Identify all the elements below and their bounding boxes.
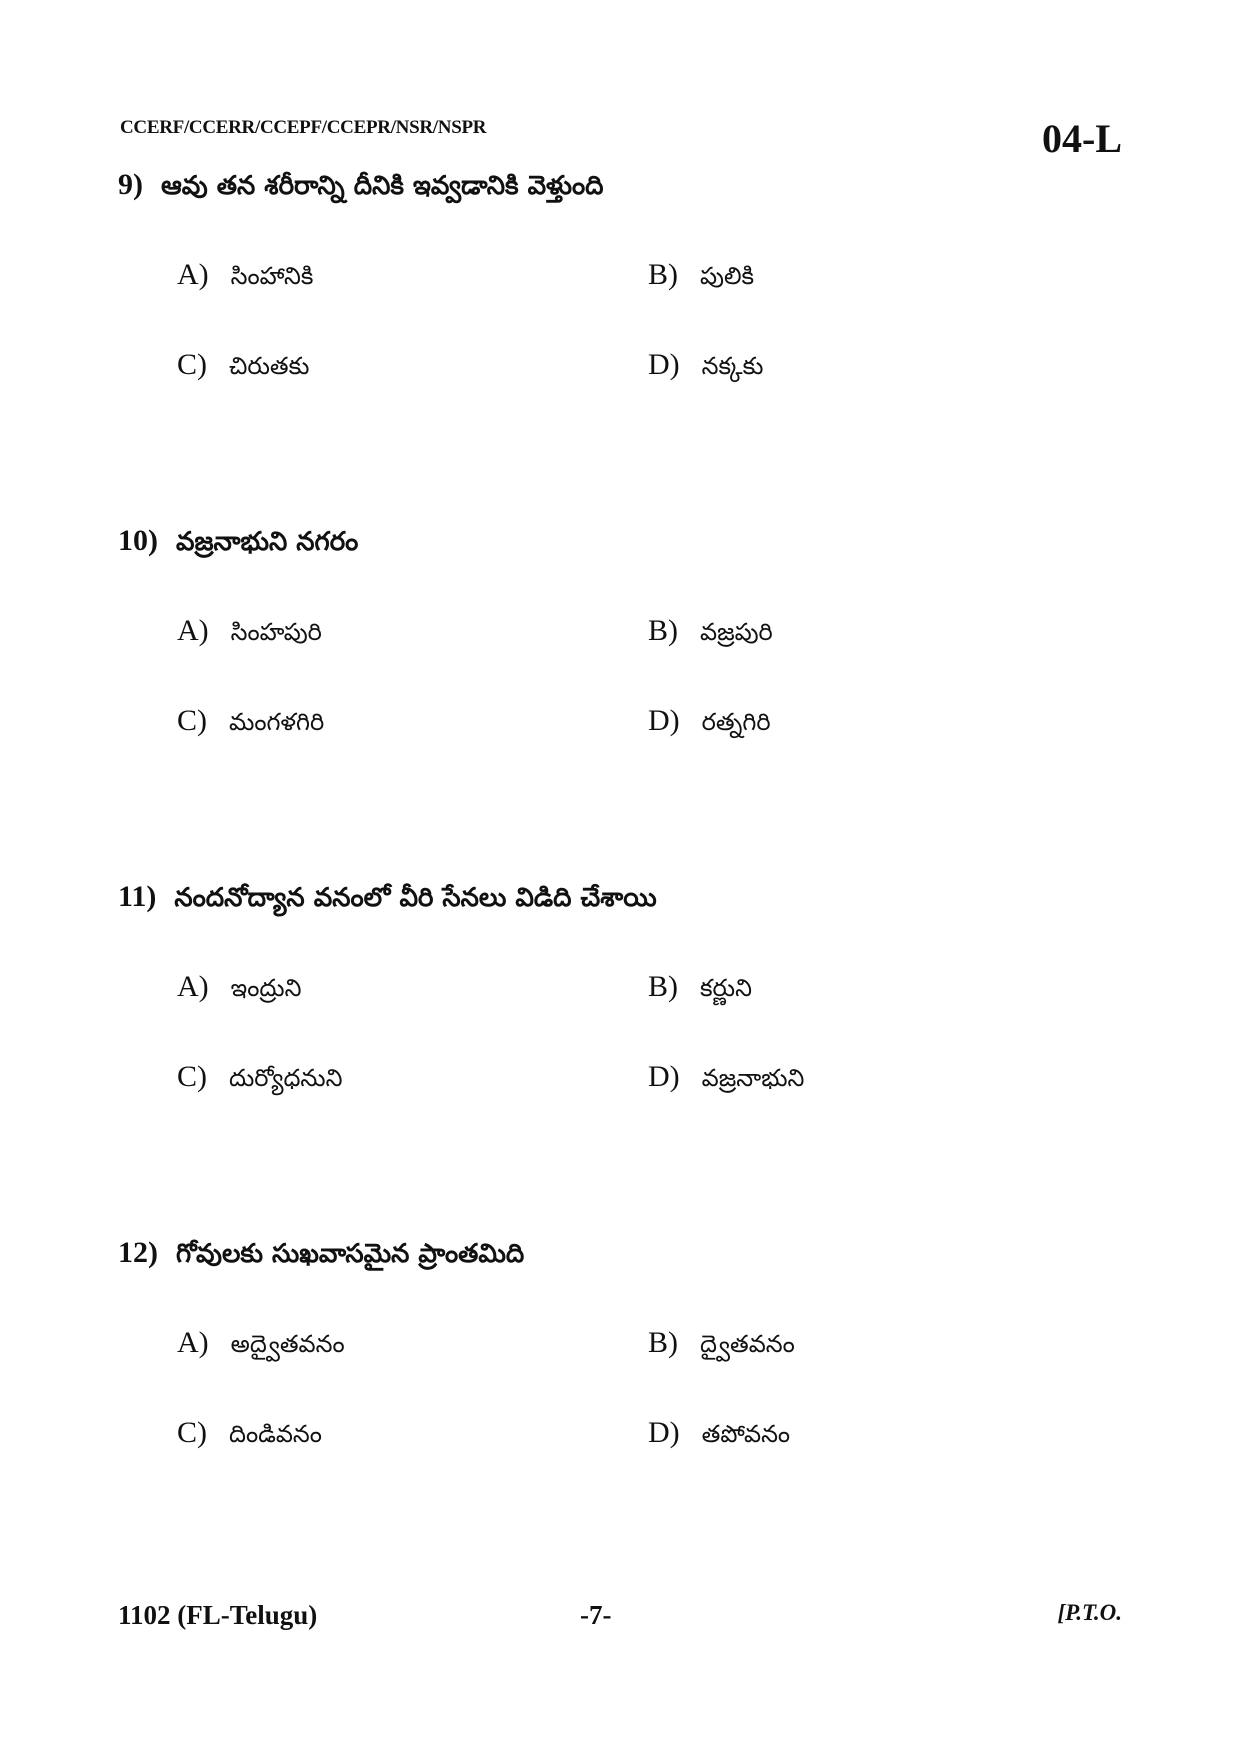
option-text: దిండివనం: [229, 1420, 322, 1448]
option-letter: C): [177, 704, 207, 737]
option-a: [177, 258, 313, 296]
paper-code: 1102 (FL-Telugu): [118, 1600, 318, 1630]
question-9: [118, 168, 1122, 398]
option-letter: D): [648, 1060, 680, 1093]
question-stem: [118, 1236, 524, 1275]
option-c: [177, 1060, 342, 1098]
option-c: [177, 704, 324, 742]
option-b: [648, 614, 773, 652]
set-code: 04-L: [1042, 116, 1122, 161]
question-11: [118, 880, 1122, 1110]
question-stem: [118, 524, 358, 563]
option-text: ఇంద్రుని: [230, 974, 302, 1002]
option-letter: B): [648, 970, 678, 1003]
option-letter: B): [648, 258, 678, 291]
option-letter: A): [177, 258, 209, 291]
page-footer: [118, 1600, 1122, 1640]
exam-codes: CCERF/CCERR/CCEPF/CCEPR/NSR/NSPR: [120, 117, 487, 138]
option-text: నక్కకు: [701, 352, 764, 380]
option-text: మంగళగిరి: [229, 708, 325, 736]
option-letter: C): [177, 1060, 207, 1093]
option-b: [648, 258, 754, 296]
option-letter: A): [177, 614, 209, 647]
option-letter: C): [177, 1416, 207, 1449]
question-stem: [118, 168, 604, 207]
question-text: వజ్రనాభుని నగరం: [176, 527, 359, 557]
option-letter: A): [177, 970, 209, 1003]
option-text: వజ్రపురి: [700, 618, 773, 646]
option-d: [648, 1416, 790, 1454]
option-text: సింహపురి: [230, 618, 322, 646]
option-text: తపోవనం: [701, 1420, 791, 1448]
question-number: 10): [118, 524, 158, 557]
option-letter: D): [648, 348, 680, 381]
option-text: దుర్యోధనుని: [229, 1064, 343, 1092]
option-text: పులికి: [700, 262, 755, 290]
option-text: కర్ణుని: [700, 974, 752, 1002]
question-text: ఆవు తన శరీరాన్ని దీనికి ఇవ్వడానికి వెళ్తుంది: [161, 171, 604, 201]
question-stem: [118, 880, 657, 919]
option-b: [648, 1326, 795, 1364]
option-a: [177, 614, 322, 652]
question-number: 11): [118, 880, 157, 913]
option-letter: D): [648, 704, 680, 737]
option-letter: B): [648, 1326, 678, 1359]
option-text: సింహానికి: [230, 262, 314, 290]
question-text: గోవులకు సుఖవాసమైన ప్రాంతమిది: [176, 1239, 525, 1269]
question-number: 12): [118, 1236, 158, 1269]
option-c: [177, 1416, 322, 1454]
option-a: [177, 970, 301, 1008]
question-10: [118, 524, 1122, 754]
option-letter: A): [177, 1326, 209, 1359]
option-b: [648, 970, 752, 1008]
option-letter: C): [177, 348, 207, 381]
option-a: [177, 1326, 345, 1364]
option-letter: B): [648, 614, 678, 647]
option-text: రత్నగిరి: [701, 708, 771, 736]
question-text: నందనోద్యాన వనంలో వీరి సేనలు విడిది చేశాయి: [174, 883, 657, 913]
option-letter: D): [648, 1416, 680, 1449]
option-text: వజ్రనాభుని: [701, 1064, 805, 1092]
option-d: [648, 348, 763, 386]
option-text: చిరుతకు: [229, 352, 310, 380]
question-number: 9): [118, 168, 143, 201]
option-text: అద్వైతవనం: [230, 1330, 345, 1358]
option-c: [177, 348, 309, 386]
question-12: [118, 1236, 1122, 1466]
option-d: [648, 704, 771, 742]
please-turn-over: [P.T.O.: [1057, 1600, 1122, 1625]
page-number: -7-: [580, 1600, 612, 1630]
option-d: [648, 1060, 804, 1098]
page-header: [120, 115, 1122, 175]
option-text: ద్వైతవనం: [700, 1330, 795, 1358]
